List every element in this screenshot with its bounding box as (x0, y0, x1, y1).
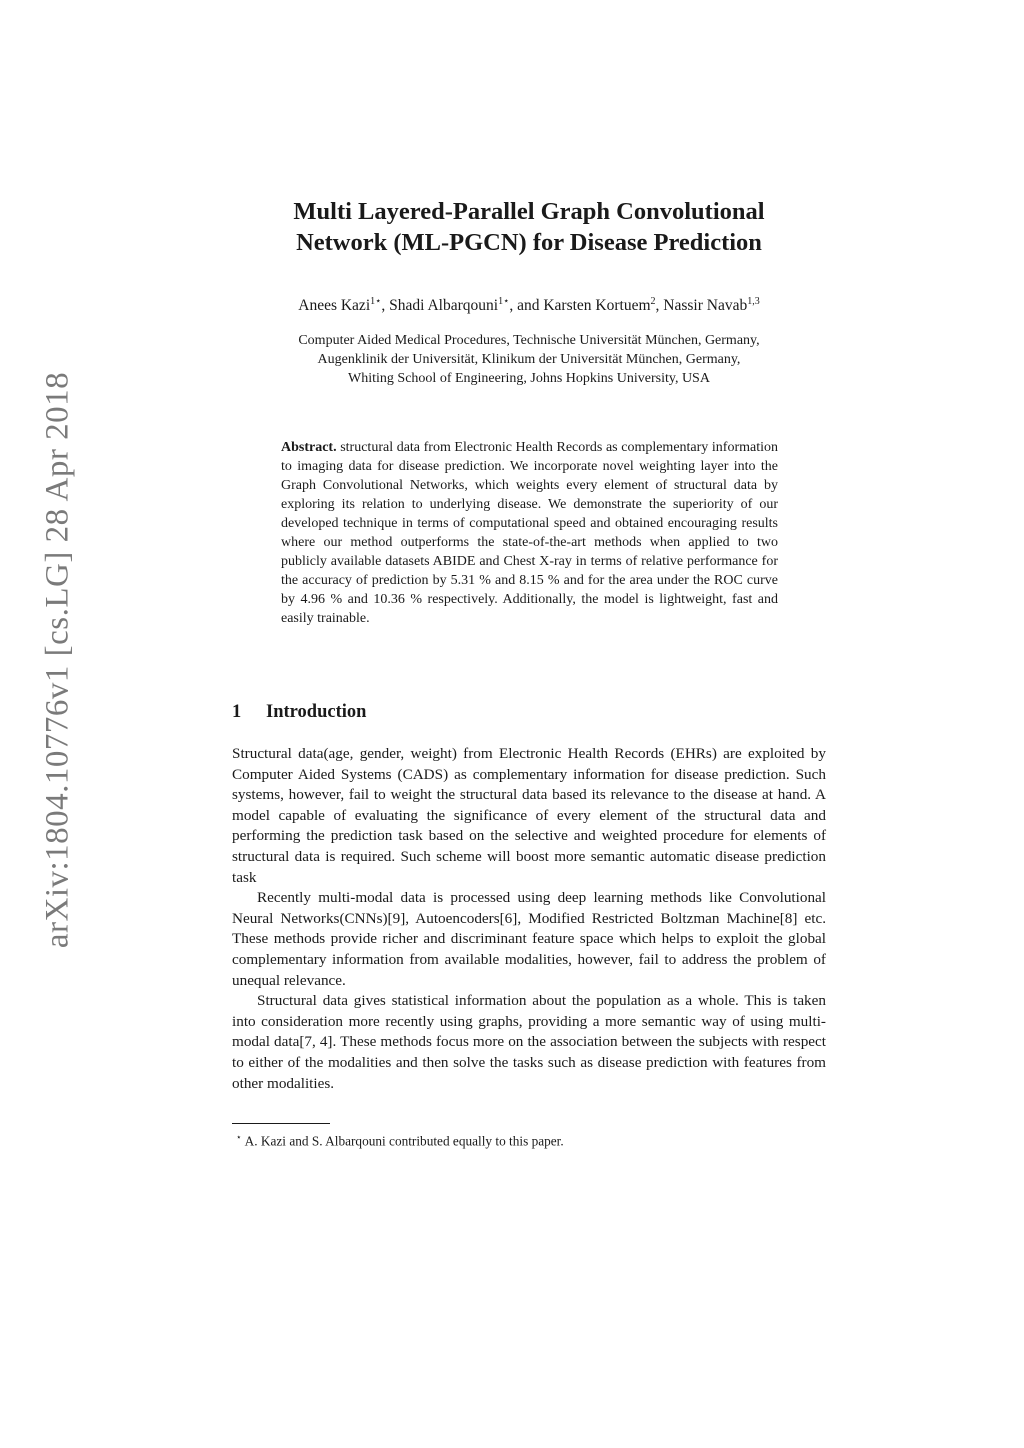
footnote-text: A. Kazi and S. Albarqouni contributed equally to this paper. (244, 1133, 564, 1149)
footnote-divider (232, 1123, 330, 1124)
author-name: Nassir Navab (663, 297, 748, 315)
body-paragraph: Recently multi-modal data is processed using deep learning methods like Convolutional Neural Networks(CNNs)[9], Autoencoders[6], Modified Restricted Boltzman Machine[8] etc. These methods provide richer and discriminant feature space which helps to exploit the global complementary information from available modalities, however, fail to address the problem of unequal relevance. (232, 889, 826, 989)
body-paragraph: Structural data gives statistical information about the population as a whole. This is taken into consideration more recently using graphs, providing a more semantic way of using multi-modal data[7, 4]. These methods focus more on the association between the subjects with respect to either of the modalities and then solve the tasks such as disease prediction with features from other modalities. (232, 992, 826, 1092)
section-number: 1 (232, 702, 242, 722)
affiliation-line: Whiting School of Engineering, Johns Hopkins University, USA (348, 371, 710, 386)
author-affiliation-mark: 1,3 (747, 296, 760, 307)
author-separator: , (381, 297, 390, 315)
author-separator: , and (509, 297, 544, 315)
body-paragraph: Structural data(age, gender, weight) from Electronic Health Records (EHRs) are exploited by Computer Aided Systems (CADS) as complementary information for disease prediction. Such systems, however, fail to weight the structural data based its relevance to the disease at hand. A model capable of evaluating the significance of every element of the structural data and performing the prediction task based on the selective and weighted procedure for elements of structural data is required. Such scheme will boost more semantic automatic disease prediction task (232, 745, 826, 886)
paper-title (232, 196, 826, 258)
author-affiliation-mark: 2 (650, 296, 656, 307)
author-list (232, 292, 826, 316)
arxiv-identifier: arXiv:1804.10776v1 [cs.LG] 28 Apr 2018 (39, 371, 76, 949)
author-name: Karsten Kortuem (543, 297, 651, 315)
section-heading (232, 700, 826, 724)
footnote (232, 1128, 826, 1150)
section-body (232, 744, 826, 1094)
title-line-2: Network (ML-PGCN) for Disease Prediction (296, 229, 762, 256)
abstract-label: Abstract. (281, 440, 337, 455)
title-line-1: Multi Layered-Parallel Graph Convolutional (293, 198, 765, 225)
affiliation-line: Augenklinik der Universität, Klinikum der Universität München, Germany, (317, 352, 741, 367)
footnote-mark: ⋆ (236, 1132, 242, 1142)
author-name: Shadi Albarqouni (389, 297, 499, 315)
section-title: Introduction (266, 702, 367, 722)
abstract (281, 438, 778, 628)
author-name: Anees Kazi (298, 297, 371, 315)
author-affiliation-mark: 1⋆ (498, 296, 510, 307)
author-separator: , (655, 297, 664, 315)
affiliation-line: Computer Aided Medical Procedures, Technische Universität München, Germany, (298, 333, 760, 348)
abstract-text: structural data from Electronic Health Records as complementary information to imaging data for disease prediction. We incorporate novel weighting layer into the Graph Convolutional Networks, which weights every element of structural data by exploring its relation to underlying disease. We demonstrate the superiority of our developed technique in terms of computational speed and obtained encouraging results where our method outperforms the state-of-the-art methods when applied to two publicly available datasets ABIDE and Chest X-ray in terms of relative performance for the accuracy of prediction by 5.31 % and 8.15 % and for the area under the ROC curve by 4.96 % and 10.36 % respectively. Additionally, the model is lightweight, fast and easily trainable. (281, 440, 779, 626)
author-affiliation-mark: 1⋆ (370, 296, 382, 307)
affiliations (232, 331, 826, 388)
